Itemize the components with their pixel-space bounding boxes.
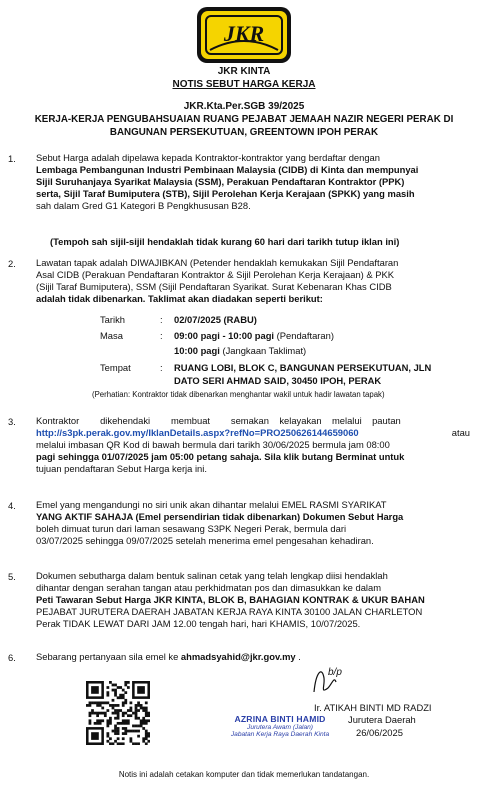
item-number: 1. [8,153,16,164]
text-line: Kontraktor dikehendaki membuat semakan kelayakan melalui pautan [36,415,401,426]
item-number: 5. [8,571,16,582]
item-2-text [36,257,470,305]
time-value: 09:00 pagi - 10:00 pagi [174,330,275,341]
time-note: (Jangkaan Taklimat) [219,345,307,356]
item-number: 4. [8,500,16,511]
item-number: 6. [8,652,16,663]
briefing-date-row: Tarikh : 02/07/2025 (RABU) [100,314,257,325]
stamp-name: AZRINA BINTI HAMID [234,714,326,724]
stamp-dept: Jabatan Kerja Raya Daerah Kinta [230,731,330,738]
notice-title: NOTIS SEBUT HARGA KERJA [172,79,316,90]
signatory-name: Ir. ATIKAH BINTI MD RADZI [314,702,432,713]
item-number: 2. [8,258,16,269]
jkr-logo [196,6,292,64]
link-line [36,427,470,439]
date-value: 02/07/2025 (RABU) [174,314,257,325]
date-label: Tarikh [100,314,126,325]
time-label: Masa [100,330,123,341]
item-1-text [36,152,470,212]
footer-note: Notis ini adalah cetakan komputer dan tidak memerlukan tandatangan. [118,770,370,779]
text-line: Perak TIDAK LEWAT DARI JAM 12.00 tengah hari, hari KHAMIS, 10/07/2025. [36,618,361,629]
text-line: serta, Sijil Taraf Bumiputera (STB), Sijil Perolehan Kerja Kerajaan (SPKK) yang masih [36,188,415,199]
text-line: PEJABAT JURUTERA DAERAH JABATAN KERJA RAYA KINTA 30100 JALAN CHARLETON [36,606,423,617]
text-line: . [295,651,301,662]
text-line: adalah tidak dibenarkan. Taklimat akan diadakan seperti berikut: [36,293,323,304]
text-line: sah dalam Gred G1 Kategori B Pengkhususan B28. [36,200,251,211]
place-value: RUANG LOBI, BLOK C, BANGUNAN PERSEKUTUAN, JLN [174,362,432,373]
text-line: Sebut Harga adalah dipelawa kepada Kontraktor-kontraktor yang berdaftar dengan [36,152,380,163]
place-value-line2: DATO SERI AHMAD SAID, 30450 IPOH, PERAK [174,375,382,386]
project-title-line2: BANGUNAN PERSEKUTUAN, GREENTOWN IPOH PERAK [109,127,379,138]
text-line: Dokumen sebutharga dalam bentuk salinan cetak yang telah lengkap diisi hendaklah [36,570,388,581]
text-line: Sijil Suruhanjaya Syarikat Malaysia (SSM), Perakuan Pendaftaran Kontraktor (PPK) [36,176,405,187]
briefing-time-row-2 [174,345,306,357]
text-line: dihantar dengan serahan tangan atau perkhidmatan pos dan dimasukkan ke dalam [36,582,382,593]
reference-number: JKR.Kta.Per.SGB 39/2025 [183,101,305,112]
text-line: Peti Tawaran Sebut Harga JKR KINTA, BLOK B, BAHAGIAN KONTRAK & UKUR BAHAN [36,594,425,605]
signature-date: 26/06/2025 [356,727,403,738]
time-note: (Pendaftaran) [274,330,334,341]
text-line: Emel yang mengandungi no siri unik akan dihantar melalui EMEL RASMI SYARIKAT [36,499,387,510]
text-line: Sebarang pertanyaan sila emel ke [36,651,181,662]
text-line: YANG AKTIF SAHAJA (Emel persendirian tidak dibenarkan) Dokumen Sebut Harga [36,511,404,522]
text-line: 03/07/2025 sehingga 09/07/2025 setelah menerima emel pengesahan kehadiran. [36,535,374,546]
briefing-time-row: Masa : 09:00 pagi - 10:00 pagi (Pendaftaran) [100,330,334,341]
text-line: atau [451,427,470,438]
text-line: Lawatan tapak adalah DIWAJIBKAN (Petender hendaklah kemukakan Sijil Pendaftaran [36,257,399,268]
stamp-role: Jurutera Awam (Jalan) [247,724,313,731]
place-label: Tempat [100,362,131,373]
signature-bp: b/p [328,667,342,678]
text-line: pagi sehingga 01/07/2025 jam 05:00 petang sahaja. Sila klik butang Berminat untuk [36,451,405,462]
office-name: JKR KINTA [217,66,271,77]
svg-text:JKR: JKR [223,21,265,46]
signatory-title: Jurutera Daerah [348,714,416,725]
s3pk-link[interactable]: http://s3pk.perak.gov.my/IklanDetails.aspx?refNo=PRO250626144659060 [36,427,359,438]
time-value: 10:00 pagi [174,345,220,356]
site-visit-note: (Perhatian: Kontraktor tidak dibenarkan menghantar wakil untuk hadir lawatan tapak) [92,390,385,399]
item-1-note: (Tempoh sah sijil-sijil hendaklah tidak kurang 60 hari dari tarikh tutup iklan ini) [50,236,400,247]
item-number: 3. [8,416,16,427]
text-line: tujuan pendaftaran Sebut Harga kerja ini. [36,463,207,474]
text-line: Asal CIDB (Perakuan Pendaftaran Kontraktor & Sijil Perolehan Kerja Kerajaan) & PKK [36,269,394,280]
text-line: (Sijil Taraf Bumiputera), SSM (Sijil Pendaftaran Syarikat. Surat Kebenaran Khas CIDB [36,281,392,292]
project-title-line1: KERJA-KERJA PENGUBAHSUAIAN RUANG PEJABAT JEMAAH NAZIR NEGERI PERAK DI [34,114,454,125]
text-line: boleh dimuat turun dari laman sesawang S3PK Negeri Perak, bermula dari [36,523,347,534]
item-4-text [36,499,470,547]
item-3-text [36,415,470,475]
item-6-text [36,651,470,663]
item-5-text [36,570,470,630]
qr-code[interactable] [86,681,150,745]
contact-email-link[interactable]: ahmadsyahid@jkr.gov.my [180,651,296,662]
text-line: Lembaga Pembangunan Industri Pembinaan Malaysia (CIDB) di Kinta dan mempunyai [36,164,419,175]
text-line: melalui imbasan QR Kod di bawah bermula dari tarikh 30/06/2025 bermula jam 08:00 [36,439,390,450]
briefing-place-row: Tempat : RUANG LOBI, BLOK C, BANGUNAN PERSEKUTUAN, JLN [100,362,432,373]
officer-stamp [205,714,355,738]
